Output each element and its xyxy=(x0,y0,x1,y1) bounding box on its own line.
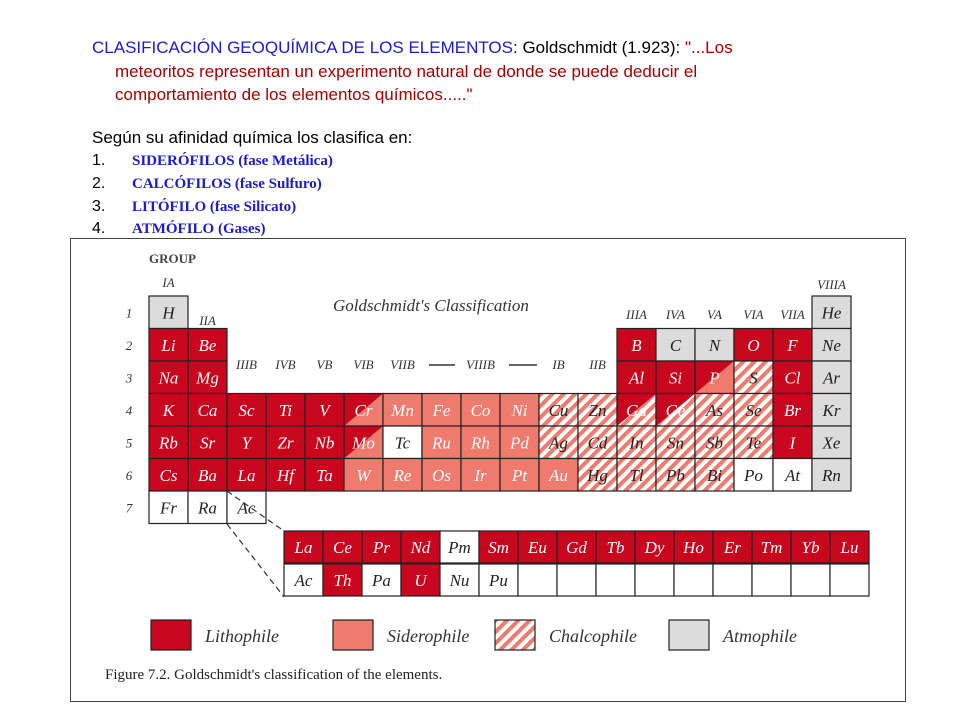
heading-quote-start: "...Los xyxy=(684,38,733,57)
element-As: As xyxy=(706,400,723,420)
lanthanide-Yb: Yb xyxy=(801,538,820,557)
goldschmidt-figure xyxy=(70,238,906,702)
cell-bg xyxy=(635,564,674,596)
element-P: P xyxy=(709,368,720,388)
group-header-label: GROUP xyxy=(149,251,196,266)
group-label: VIA xyxy=(743,307,764,322)
cell-bg xyxy=(674,564,713,596)
element-Kr: Kr xyxy=(822,400,841,420)
element-Ru: Ru xyxy=(432,433,451,453)
element-Ba: Ba xyxy=(198,465,217,485)
period-label: 4 xyxy=(125,402,133,418)
cell-bg xyxy=(557,564,596,596)
element-Cd: Cd xyxy=(587,433,608,453)
element-Ge: Ge xyxy=(665,400,686,420)
element-N: N xyxy=(708,335,721,355)
group-label: VIB xyxy=(353,357,374,372)
cell-bg xyxy=(752,564,791,596)
lanthanide-Pm: Pm xyxy=(448,538,471,557)
group-label: VIIB xyxy=(390,357,415,372)
element-Rb: Rb xyxy=(159,433,178,453)
group-label: VIIIA xyxy=(817,277,846,292)
element-Au: Au xyxy=(549,465,568,485)
period-label: 3 xyxy=(125,370,133,386)
element-Rh: Rh xyxy=(471,433,490,453)
lanthanide-Lu: Lu xyxy=(840,538,859,557)
cell-bg xyxy=(596,564,635,596)
actinide-Pa: Pa xyxy=(372,571,391,590)
element-Po: Po xyxy=(744,465,763,485)
lanthanide-La: La xyxy=(294,538,313,557)
list-number: 1. xyxy=(92,152,106,169)
element-Ga: Ga xyxy=(626,400,647,420)
actinide-Nu: Nu xyxy=(449,571,470,590)
element-In: In xyxy=(629,433,644,453)
heading-line-3: comportamiento de los elementos químicos....." xyxy=(115,85,473,104)
list-label: SIDERÓFILOS (fase Metálica) xyxy=(132,153,333,169)
lanthanide-Sm: Sm xyxy=(488,538,509,557)
lanthanide-Dy: Dy xyxy=(644,538,665,557)
element-Mn: Mn xyxy=(391,400,414,420)
group-label: VB xyxy=(316,357,333,372)
element-La: La xyxy=(237,465,256,485)
period-label: 5 xyxy=(125,435,133,451)
list-item xyxy=(92,220,265,238)
group-label: IA xyxy=(162,275,175,290)
element-Pb: Pb xyxy=(666,465,685,485)
element-Te: Te xyxy=(745,433,762,453)
element-Ca: Ca xyxy=(197,400,218,420)
cell-bg xyxy=(830,564,869,596)
lanthanide-Nd: Nd xyxy=(410,538,431,557)
element-Zr: Zr xyxy=(277,433,294,453)
element-Co: Co xyxy=(470,400,491,420)
group-label: IVB xyxy=(275,357,296,372)
element-C: C xyxy=(669,335,682,355)
legend-swatch-chalcophile xyxy=(495,620,535,650)
element-Pd: Pd xyxy=(510,433,529,453)
lanthanide-Eu: Eu xyxy=(528,538,547,557)
figure-title: Goldschmidt's Classification xyxy=(333,296,529,315)
element-I: I xyxy=(789,433,796,453)
lanthanide-Pr: Pr xyxy=(373,538,390,557)
group-label: IIIB xyxy=(236,357,257,372)
lanthanide-Tm: Tm xyxy=(760,538,783,557)
lanthanide-Ce: Ce xyxy=(333,538,352,557)
element-At: At xyxy=(784,465,801,485)
element-Sb: Sb xyxy=(706,433,723,453)
actinide-Pu: Pu xyxy=(489,571,508,590)
element-Cu: Cu xyxy=(548,400,569,420)
list-label: LITÓFILO (fase Silicato) xyxy=(132,199,297,215)
actinide-Th: Th xyxy=(333,571,352,590)
element-Xe: Xe xyxy=(822,433,841,453)
connector-line xyxy=(227,524,284,597)
actinide-U: U xyxy=(414,571,427,590)
element-Be: Be xyxy=(198,335,217,355)
legend-swatch-atmophile xyxy=(669,620,709,650)
element-Ta: Ta xyxy=(316,465,333,485)
element-Cr: Cr xyxy=(354,400,373,420)
element-Ac: Ac xyxy=(237,498,256,518)
legend-label-lithophile: Lithophile xyxy=(205,626,280,646)
list-number: 4. xyxy=(92,220,106,237)
legend-swatch-siderophile xyxy=(333,620,373,650)
element-Tc: Tc xyxy=(394,433,411,453)
element-Ar: Ar xyxy=(823,368,840,388)
element-Sn: Sn xyxy=(667,433,684,453)
element-Ag: Ag xyxy=(549,433,568,453)
lanthanide-Er: Er xyxy=(724,538,741,557)
element-Nb: Nb xyxy=(314,433,335,453)
heading-title: CLASIFICACIÓN GEOQUÍMICA DE LOS ELEMENTOS xyxy=(92,38,513,57)
element-Pt: Pt xyxy=(511,465,528,485)
cell-bg xyxy=(713,564,752,596)
element-O: O xyxy=(747,335,760,355)
element-Ra: Ra xyxy=(198,498,217,518)
element-Zn: Zn xyxy=(588,400,607,420)
element-Li: Li xyxy=(161,335,176,355)
group-label: IB xyxy=(552,357,565,372)
period-label: 2 xyxy=(125,337,133,353)
element-Br: Br xyxy=(784,400,801,420)
element-Al: Al xyxy=(628,368,645,388)
list-item xyxy=(92,152,333,170)
subheading: Según su afinidad química los clasifica en: xyxy=(92,128,413,147)
element-Os: Os xyxy=(432,465,451,485)
period-label: 1 xyxy=(125,305,133,321)
lanthanide-Gd: Gd xyxy=(566,538,587,557)
element-S: S xyxy=(749,368,758,388)
element-Rn: Rn xyxy=(822,465,841,485)
period-label: 7 xyxy=(125,500,133,516)
group-label: VIIA xyxy=(780,307,805,322)
period-label: 6 xyxy=(125,467,133,483)
element-Hg: Hg xyxy=(587,465,608,485)
group-label: IIA xyxy=(199,313,216,328)
element-He: He xyxy=(821,303,842,323)
element-Re: Re xyxy=(393,465,412,485)
element-Mo: Mo xyxy=(352,433,375,453)
element-V: V xyxy=(319,400,330,420)
element-Ne: Ne xyxy=(822,335,841,355)
group-label: IIIA xyxy=(626,307,647,322)
element-Hf: Hf xyxy=(277,465,294,485)
group-label: VIIIB xyxy=(466,357,495,372)
actinide-Ac: Ac xyxy=(294,571,313,590)
element-Mg: Mg xyxy=(196,368,219,388)
element-W: W xyxy=(356,465,371,485)
element-K: K xyxy=(162,400,175,420)
list-label: ATMÓFILO (Gases) xyxy=(132,221,266,237)
element-Sr: Sr xyxy=(199,433,216,453)
cell-bg xyxy=(791,564,830,596)
element-H: H xyxy=(162,303,175,323)
group-label: IVA xyxy=(665,307,686,322)
heading-line-1 xyxy=(92,38,733,58)
element-Ir: Ir xyxy=(474,465,487,485)
element-Sc: Sc xyxy=(238,400,255,420)
legend-swatch-lithophile xyxy=(151,620,191,650)
element-Fr: Fr xyxy=(160,498,177,518)
group-label: IIB xyxy=(589,357,606,372)
element-Y: Y xyxy=(241,433,252,453)
element-Cs: Cs xyxy=(159,465,178,485)
lanthanide-Ho: Ho xyxy=(683,538,704,557)
lanthanide-Tb: Tb xyxy=(606,538,625,557)
legend-label-atmophile: Atmophile xyxy=(723,626,797,646)
element-B: B xyxy=(631,335,642,355)
periodic-table-svg xyxy=(71,239,905,701)
element-Ti: Ti xyxy=(278,400,293,420)
legend-label-siderophile: Siderophile xyxy=(387,626,470,646)
heading-line-2: meteoritos representan un experimento natural de donde se puede deducir el xyxy=(115,62,698,81)
list-number: 2. xyxy=(92,175,106,192)
element-Ni: Ni xyxy=(511,400,528,420)
element-F: F xyxy=(787,335,798,355)
element-Bi: Bi xyxy=(706,465,723,485)
list-item xyxy=(92,198,296,216)
list-item xyxy=(92,175,322,193)
legend-label-chalcophile: Chalcophile xyxy=(549,626,637,646)
element-Na: Na xyxy=(158,368,179,388)
element-Cl: Cl xyxy=(784,368,801,388)
list-number: 3. xyxy=(92,198,106,215)
element-Si: Si xyxy=(668,368,683,388)
cell-bg xyxy=(518,564,557,596)
list-label: CALCÓFILOS (fase Sulfuro) xyxy=(132,176,322,192)
element-Se: Se xyxy=(745,400,762,420)
element-Fe: Fe xyxy=(432,400,451,420)
figure-caption: Figure 7.2. Goldschmidt's classification of the elements. xyxy=(105,667,443,683)
group-label: VA xyxy=(707,307,722,322)
heading-author: : Goldschmidt (1.923): xyxy=(513,38,685,57)
element-Tl: Tl xyxy=(629,465,644,485)
